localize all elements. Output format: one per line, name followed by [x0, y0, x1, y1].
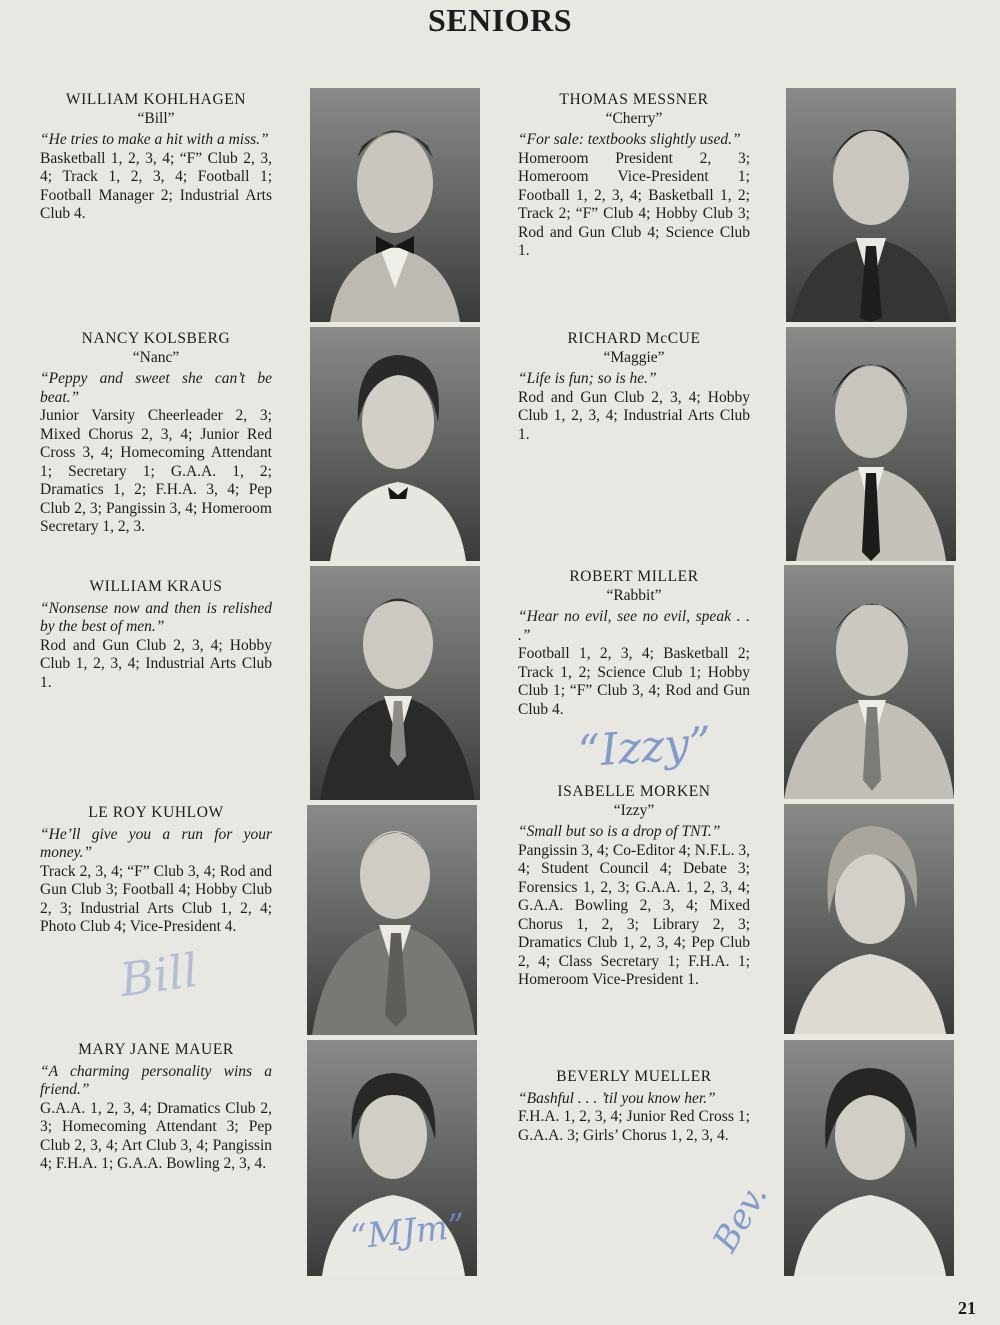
- senior-activities: G.A.A. 1, 2, 3, 4; Dramatics Club 2, 3; Homecoming Attendant 3; Pep Club 2, 3, 4; Art Club 3, 4; Pangissin 4; F.H.A. 1; G.A.A. Bowling 2, 3, 4.: [40, 1099, 272, 1172]
- senior-activities: F.H.A. 1, 2, 3, 4; Junior Red Cross 1; G.A.A. 3; Girls’ Chorus 1, 2, 3, 4.: [518, 1108, 750, 1144]
- senior-activities: Rod and Gun Club 2, 3, 4; Hobby Club 1, 2, 3, 4; Industrial Arts Club 1.: [518, 388, 750, 443]
- senior-portrait: [310, 88, 480, 322]
- senior-quote: “Hear no evil, see no evil, speak . . .”: [518, 608, 750, 644]
- senior-nickname: “Rabbit”: [606, 586, 662, 604]
- handwritten-signature: “Izzy”: [576, 717, 714, 778]
- senior-quote: “Peppy and sweet she can’t be beat.”: [40, 370, 272, 406]
- senior-nickname: “Nanc”: [132, 348, 180, 366]
- senior-name: ROBERT MILLER: [569, 568, 699, 585]
- senior-portrait: [786, 327, 956, 561]
- senior-portrait: [784, 804, 954, 1034]
- senior-name: NANCY KOLSBERG: [81, 330, 231, 347]
- senior-nickname: “Maggie”: [603, 348, 665, 366]
- senior-activities: Football 1, 2, 3, 4; Basketball 2; Track 1, 2; Science Club 1; Hobby Club 1; “F” Club 3, 4; Rod and Gun Club 4.: [518, 645, 750, 718]
- senior-portrait: [784, 1040, 954, 1276]
- senior-entry: [40, 91, 272, 224]
- senior-quote: “A charming personality wins a friend.”: [40, 1062, 272, 1098]
- senior-activities: Track 2, 3, 4; “F” Club 3, 4; Rod and Gun Club 3; Football 4; Hobby Club 2, 3; Industrial Arts Club 1, 2, 4; Photo Club 4; Vice-President 4.: [40, 862, 272, 935]
- senior-portrait: [310, 327, 480, 561]
- senior-portrait: [307, 805, 477, 1035]
- senior-activities: Homeroom President 2, 3; Homeroom Vice-President 1; Football 1, 2, 3, 4; Basketball 1, 2; Track 2; “F” Club 4; Hobby Club 3; Rod and Gun Club 4; Science Club 1.: [518, 149, 750, 259]
- senior-quote: “He tries to make a hit with a miss.”: [40, 131, 269, 148]
- senior-activities: Rod and Gun Club 2, 3, 4; Hobby Club 1, 2, 3, 4; Industrial Arts Club 1.: [40, 636, 272, 691]
- senior-entry: [518, 568, 750, 719]
- senior-activities: Pangissin 3, 4; Co-Editor 4; N.F.L. 3, 4; Student Council 4; Debate 3; Forensics 1, 2, 3; G.A.A. 1, 2, 3, 4; G.A.A. Bowling 2, 3, 4; Mixed Chorus 1, 2, 3; Library 2, 3; Dramatics Club 1, 2, 3, 4; Pep Club 2, 4; Class Secretary 1; F.H.A. 1; Homeroom Vice-President 1.: [518, 841, 750, 988]
- senior-portrait: [784, 565, 954, 799]
- handwritten-signature: “MJm”: [348, 1206, 468, 1258]
- senior-entry: [518, 783, 750, 990]
- senior-quote: “Life is fun; so is he.”: [518, 370, 657, 387]
- senior-name: ISABELLE MORKEN: [557, 783, 711, 800]
- senior-nickname: “Izzy”: [613, 801, 655, 819]
- senior-quote: “Nonsense now and then is relished by the best of men.”: [40, 599, 272, 635]
- senior-portrait: [310, 566, 480, 800]
- senior-name: MARY JANE MAUER: [78, 1041, 234, 1058]
- senior-nickname: “Bill”: [137, 109, 175, 127]
- senior-name: THOMAS MESSNER: [559, 91, 709, 108]
- senior-activities: Basketball 1, 2, 3, 4; “F” Club 2, 3, 4; Track 1, 2, 3, 4; Football 1; Football Manager 2; Industrial Arts Club 4.: [40, 149, 272, 222]
- senior-entry: [40, 1041, 272, 1174]
- senior-quote: “Small but so is a drop of TNT.”: [518, 823, 721, 840]
- senior-quote: “Bashful . . . ’til you know her.”: [518, 1089, 716, 1107]
- senior-nickname: “Cherry”: [605, 109, 663, 127]
- page-number: 21: [958, 1298, 976, 1318]
- senior-name: LE ROY KUHLOW: [88, 804, 224, 821]
- senior-quote: “He’ll give you a run for your money.”: [40, 825, 272, 861]
- senior-entry: [40, 578, 272, 692]
- senior-entry: [518, 1068, 750, 1145]
- senior-entry: [40, 330, 272, 537]
- page-title: SENIORS: [428, 2, 572, 38]
- senior-entry: [40, 804, 272, 937]
- senior-portrait: [786, 88, 956, 322]
- senior-entry: [518, 91, 750, 261]
- senior-name: BEVERLY MUELLER: [556, 1068, 712, 1085]
- handwritten-signature: Bev.: [705, 1177, 776, 1259]
- handwritten-signature: Bill: [116, 942, 202, 1008]
- senior-quote: “For sale: textbooks slightly used.”: [518, 131, 741, 148]
- senior-name: WILLIAM KOHLHAGEN: [65, 91, 247, 108]
- senior-activities: Junior Varsity Cheerleader 2, 3; Mixed Chorus 2, 3, 4; Junior Red Cross 3, 4; Homecoming Attendant 1; Secretary 1; G.A.A. 1, 2; Dramatics 1, 2; F.H.A. 3, 4; Pep Club 2, 3; Pangissin 3, 4; Homeroom Secretary 1, 2, 3.: [40, 407, 272, 535]
- senior-entry: [518, 330, 750, 444]
- senior-name: WILLIAM KRAUS: [89, 578, 223, 595]
- senior-name: RICHARD McCUE: [567, 330, 701, 347]
